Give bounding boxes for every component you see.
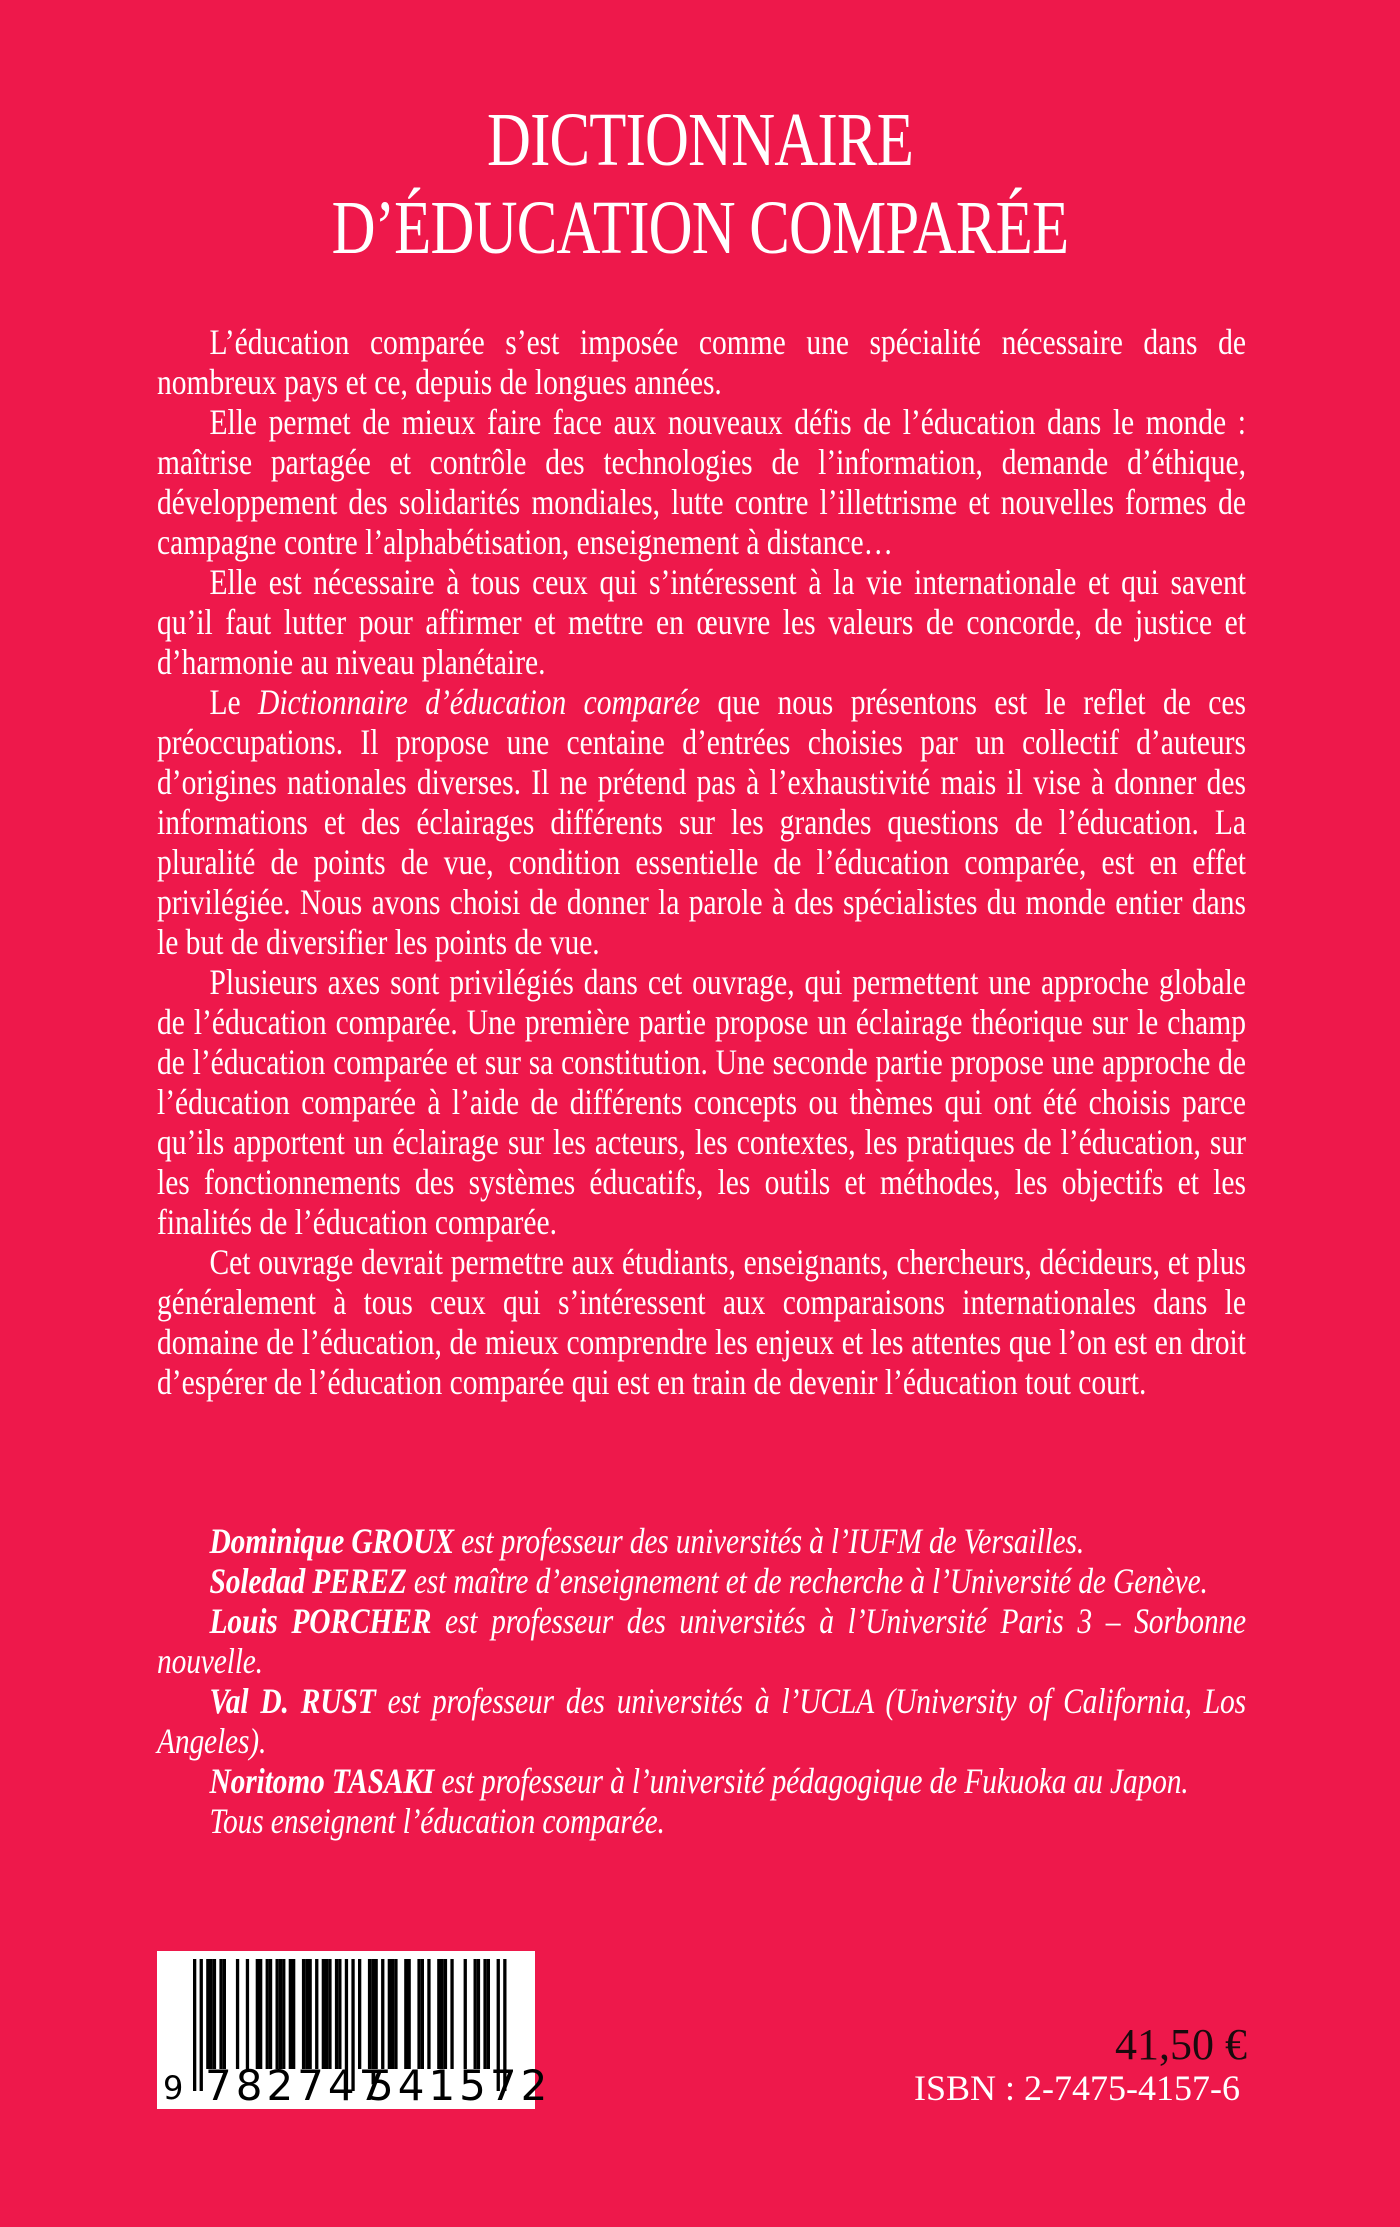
- barcode-bar: [450, 1959, 453, 2069]
- price-label: 41,50 €: [1115, 2020, 1247, 2069]
- isbn-label: ISBN : 2-7475-4157-6: [914, 2068, 1240, 2108]
- barcode-bar: [375, 1959, 378, 2069]
- author-bios: [157, 1521, 1246, 1841]
- author-bio: [157, 1561, 1246, 1601]
- barcode-bar: [328, 1959, 331, 2069]
- barcode-bar: [417, 1959, 420, 2069]
- author-name: Louis PORCHER: [209, 1601, 432, 1641]
- barcode-bar: [223, 1959, 226, 2069]
- barcode-digits-right: 541572: [367, 2061, 552, 2110]
- barcode-bar: [206, 1959, 209, 2069]
- barcode-bar: [292, 1959, 295, 2069]
- paragraph-text: que nous présentons est le reflet de ces préoccupations. Il propose une centaine d’entrées choisies par un collectif d’auteurs d’origines nationales diverses. Il ne prétend pas à l’exhaustivité mais il vise à donner des informations et des éclairages différents sur les grandes questions de l’éducation. La pluralité de points de vue, condition essentielle de l’éducation comparée, est en effet privilégiée. Nous avons choisi de donner la parole à des spécialistes du monde entier dans le but de diversifier les points de vue.: [157, 682, 1246, 962]
- barcode-bar: [358, 1959, 361, 2069]
- barcode-bar: [404, 1959, 407, 2069]
- barcode-bar: [408, 1959, 411, 2069]
- author-description: est maître d’enseignement et de recherche à l’Université de Genève.: [406, 1561, 1208, 1601]
- author-bio: [157, 1761, 1246, 1801]
- ean-barcode: [157, 1951, 552, 2110]
- barcode-bar: [305, 1959, 308, 2069]
- barcode-digits-left: 782747: [205, 2061, 390, 2110]
- barcode-bar: [315, 1959, 318, 2069]
- author-description: est professeur des universités à l’Université Paris 3 – Sorbonne nouvelle.: [157, 1601, 1246, 1681]
- paragraph-text: Plusieurs axes sont privilégiés dans cet ouvrage, qui permettent une approche globale de l’éducation comparée. Une première partie propose un éclairage théorique sur le champ de l’éducation comparée et sur sa constitution. Une seconde partie propose une approche de l’éducation comparée à l’aide de différents concepts ou thèmes qui ont été choisis parce qu’ils apportent un éclairage sur les acteurs, les contextes, les pratiques de l’éducation, sur les fonctionnements des systèmes éducatifs, les outils et méthodes, les objectifs et les finalités de l’éducation comparée.: [157, 962, 1246, 1242]
- barcode-bar: [266, 1959, 269, 2069]
- barcode-bar: [302, 1959, 305, 2069]
- barcode-bar: [444, 1959, 447, 2069]
- barcode-bar: [437, 1959, 440, 2069]
- barcode-bar: [325, 1959, 328, 2069]
- description-paragraph: [157, 1242, 1246, 1402]
- barcode-bar: [269, 1959, 272, 2069]
- book-title-reference: Dictionnaire d’éducation comparée: [258, 682, 701, 722]
- paragraph-lead: Le: [209, 682, 259, 722]
- back-cover-description: [157, 322, 1246, 1402]
- author-description: est professeur à l’université pédagogique de Fukuoka au Japon.: [434, 1761, 1189, 1801]
- author-bio: [157, 1601, 1246, 1681]
- barcode-bar: [279, 1959, 282, 2069]
- barcode-digit-first: 9: [163, 2069, 184, 2107]
- barcode-bar: [371, 1959, 374, 2069]
- barcode-bar: [477, 1959, 480, 2069]
- barcode-bar: [391, 1959, 394, 2069]
- paragraph-text: Elle est nécessaire à tous ceux qui s’intéressent à la vie internationale et qui savent qu’il faut lutter pour affirmer et mettre en œuvre les valeurs de concorde, de justice et d’harmonie au niveau planétaire.: [157, 562, 1246, 682]
- barcode-bar: [427, 1959, 430, 2069]
- paragraph-text: Cet ouvrage devrait permettre aux étudiants, enseignants, chercheurs, décideurs, et plus généralement à tous ceux qui s’intéressent aux comparaisons internationales dans le domaine de l’éducation, de mieux comprendre les enjeux et les attentes que l’on est en droit d’espérer de l’éducation comparée qui est en train de devenir l’éducation tout court.: [157, 1242, 1246, 1402]
- author-description: est professeur des universités à l’UCLA (University of California, Los Angeles).: [157, 1681, 1246, 1761]
- barcode-bar: [464, 1959, 467, 2069]
- barcode-bar: [210, 1959, 213, 2069]
- authors-closing: Tous enseignent l’éducation comparée.: [209, 1801, 665, 1841]
- barcode-bar: [309, 1959, 312, 2069]
- author-bio: [157, 1681, 1246, 1761]
- author-name: Dominique GROUX: [209, 1521, 454, 1561]
- barcode-bar: [213, 1959, 216, 2069]
- barcode-bar: [335, 1959, 338, 2069]
- description-paragraph: [157, 682, 1246, 962]
- description-paragraph: [157, 402, 1246, 562]
- author-name: Val D. RUST: [209, 1681, 376, 1721]
- barcode-bar: [441, 1959, 444, 2069]
- book-title: [0, 96, 1400, 272]
- barcode-bar: [259, 1959, 262, 2069]
- barcode-bar: [388, 1959, 391, 2069]
- description-paragraph: [157, 562, 1246, 682]
- barcode-bar: [483, 1959, 486, 2069]
- author-description: est professeur des universités à l’IUFM de Versailles.: [453, 1521, 1085, 1561]
- barcode-bar: [381, 1959, 384, 2069]
- author-name: Soledad PEREZ: [209, 1561, 407, 1601]
- description-paragraph: [157, 322, 1246, 402]
- barcode-bar: [338, 1959, 341, 2069]
- barcode-bar: [282, 1959, 285, 2069]
- paragraph-text: Elle permet de mieux faire face aux nouveaux défis de l’éducation dans le monde : maîtrise partagée et contrôle des technologies de l’information, demande d’éthique, développement des solidarités mondiales, lutte contre l’illettrisme et nouvelles formes de campagne contre l’alphabétisation, enseignement à distance…: [157, 402, 1246, 562]
- barcode-bar: [322, 1959, 325, 2069]
- author-name: Noritomo TASAKI: [209, 1761, 435, 1801]
- title-line-2: D’ÉDUCATION COMPARÉE: [331, 186, 1069, 270]
- author-bio: [157, 1521, 1246, 1561]
- barcode-bar: [368, 1959, 371, 2069]
- barcode-bar: [394, 1959, 397, 2069]
- barcode-bar: [256, 1959, 259, 2069]
- barcode-bar: [236, 1959, 239, 2069]
- barcode-bar: [219, 1959, 222, 2069]
- barcode-bar: [289, 1959, 292, 2069]
- barcode-bar: [487, 1959, 490, 2069]
- barcode-bar: [421, 1959, 424, 2069]
- title-line-1: DICTIONNAIRE: [486, 98, 914, 182]
- barcode-bar: [276, 1959, 279, 2069]
- barcode-digits: [157, 2061, 552, 2110]
- description-paragraph: [157, 962, 1246, 1242]
- barcode-bar: [474, 1959, 477, 2069]
- barcode-bar: [246, 1959, 249, 2069]
- paragraph-text: L’éducation comparée s’est imposée comme une spécialité nécessaire dans de nombreux pays et ce, depuis de longues années.: [157, 322, 1246, 402]
